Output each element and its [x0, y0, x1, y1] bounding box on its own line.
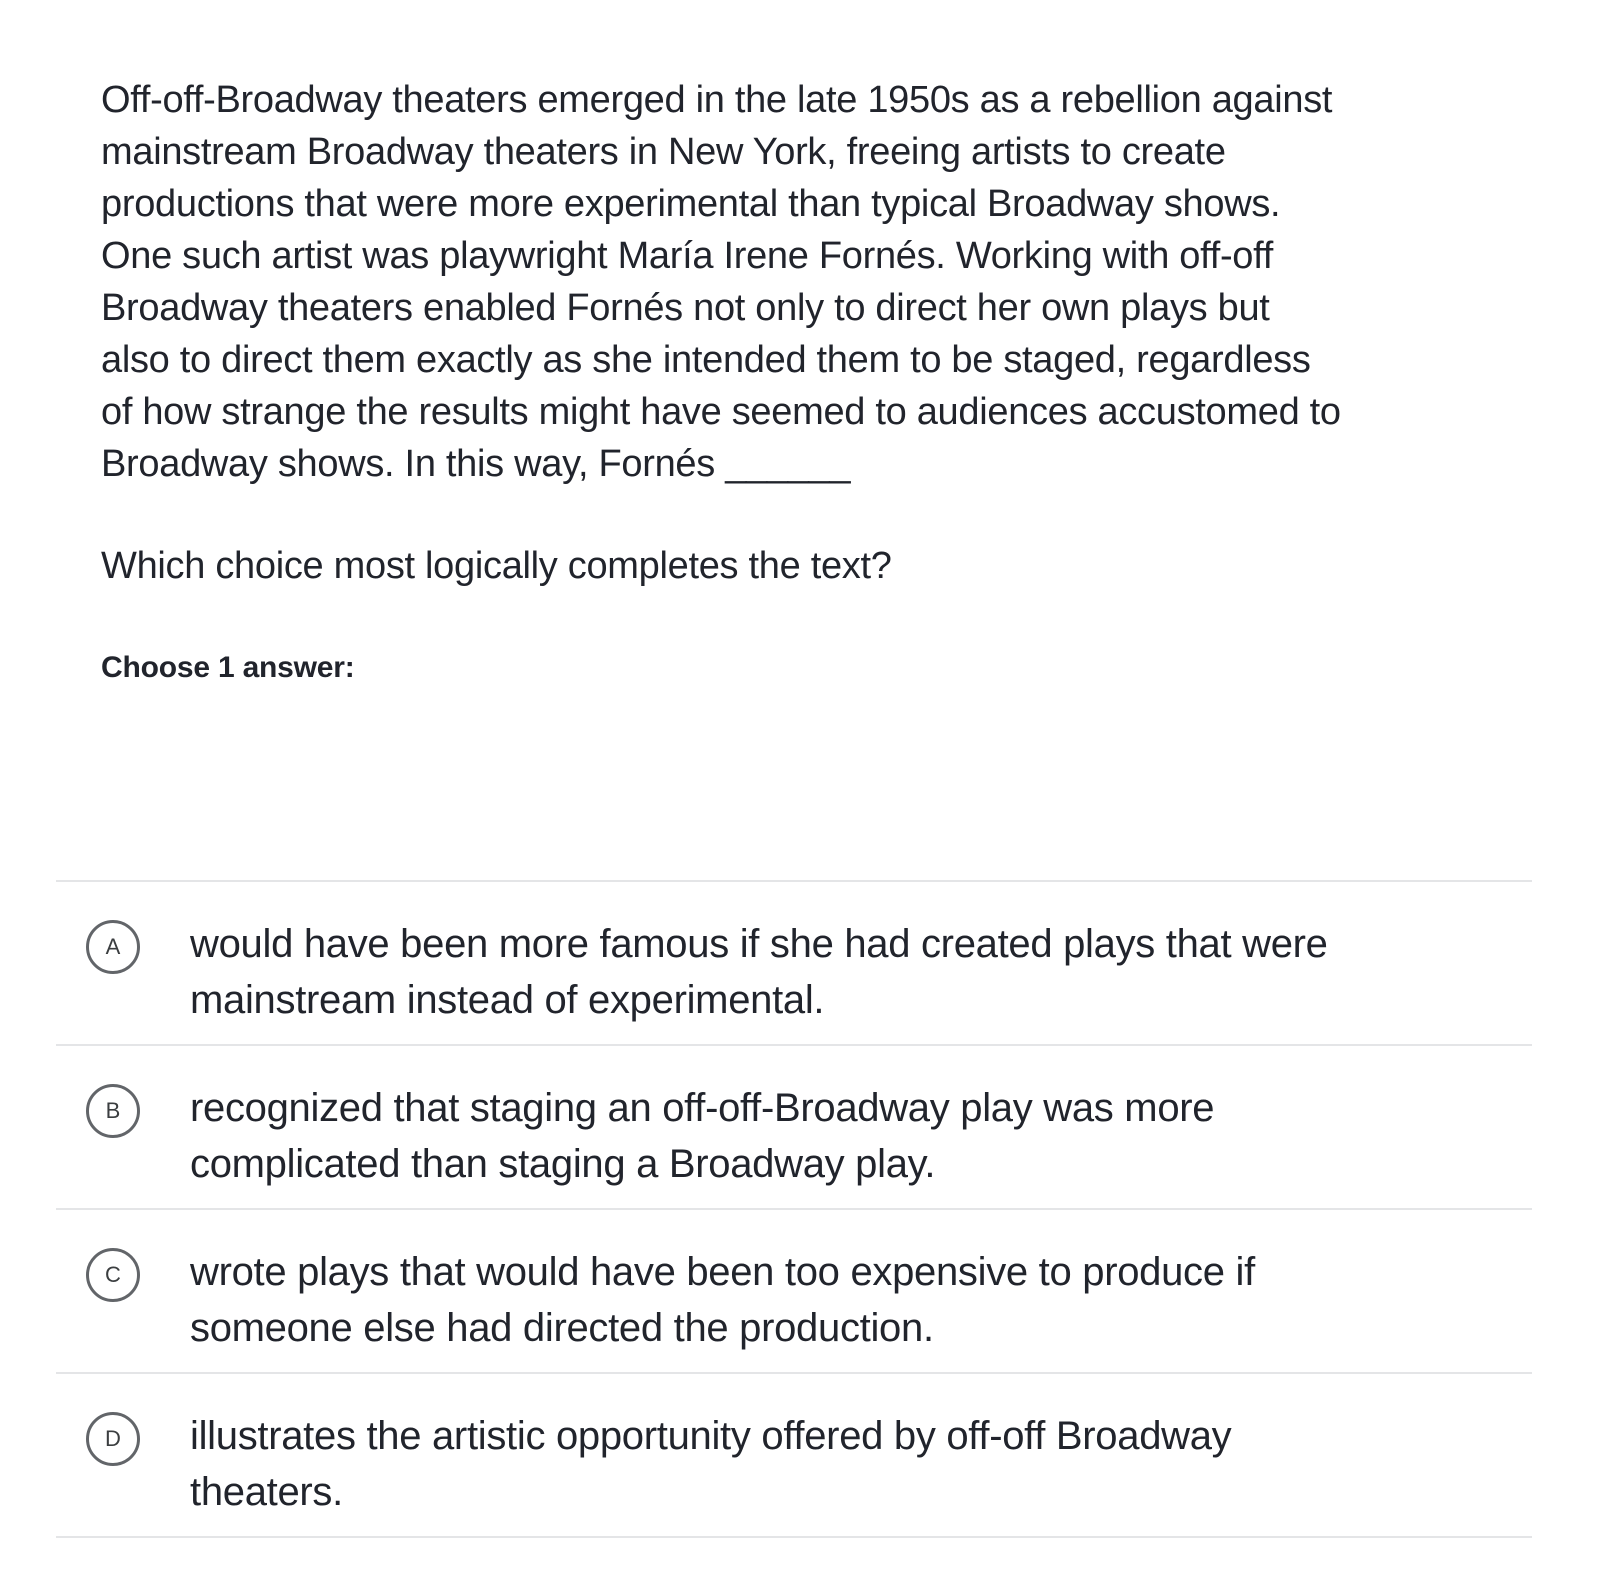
- passage-line: mainstream Broadway theaters in New York, freeing artists to create: [101, 131, 1226, 173]
- passage-line: Broadway shows. In this way, Fornés ______: [101, 443, 851, 485]
- passage-line: One such artist was playwright María Irene Fornés. Working with off-off: [101, 235, 1273, 277]
- choice-line: mainstream instead of experimental.: [190, 978, 825, 1022]
- choice-line: would have been more famous if she had created plays that were: [190, 922, 1328, 966]
- choice-line: recognized that staging an off-off-Broadway play was more: [190, 1086, 1215, 1130]
- passage-line: Off-off-Broadway theaters emerged in the late 1950s as a rebellion against: [101, 79, 1333, 121]
- choose-answer-label: Choose 1 answer:: [101, 651, 355, 684]
- passage-line: productions that were more experimental than typical Broadway shows.: [101, 183, 1281, 225]
- passage-line: also to direct them exactly as she intended them to be staged, regardless: [101, 339, 1311, 381]
- choice-b[interactable]: [56, 1044, 1532, 1208]
- passage-text: [101, 74, 1541, 490]
- choice-a-text: [190, 916, 1520, 1028]
- choice-line: wrote plays that would have been too expensive to produce if: [190, 1250, 1255, 1294]
- choice-b-text: [190, 1080, 1520, 1192]
- question-prompt: Which choice most logically completes the text?: [101, 545, 892, 587]
- choice-c-text: [190, 1244, 1520, 1356]
- choice-c-radio-icon[interactable]: C: [86, 1248, 140, 1302]
- choice-line: complicated than staging a Broadway play.: [190, 1142, 936, 1186]
- choice-c[interactable]: [56, 1208, 1532, 1372]
- choice-line: illustrates the artistic opportunity offered by off-off Broadway: [190, 1414, 1232, 1458]
- choice-line: theaters.: [190, 1470, 343, 1514]
- passage-line: of how strange the results might have seemed to audiences accustomed to: [101, 391, 1341, 433]
- choice-d-text: [190, 1408, 1520, 1520]
- choice-a-radio-icon[interactable]: A: [86, 920, 140, 974]
- choice-a[interactable]: [56, 880, 1532, 1044]
- choice-line: someone else had directed the production.: [190, 1306, 934, 1350]
- answer-choices: [56, 880, 1532, 1538]
- choice-d[interactable]: [56, 1372, 1532, 1538]
- passage-line: Broadway theaters enabled Fornés not only to direct her own plays but: [101, 287, 1270, 329]
- choice-d-radio-icon[interactable]: D: [86, 1412, 140, 1466]
- choice-b-radio-icon[interactable]: B: [86, 1084, 140, 1138]
